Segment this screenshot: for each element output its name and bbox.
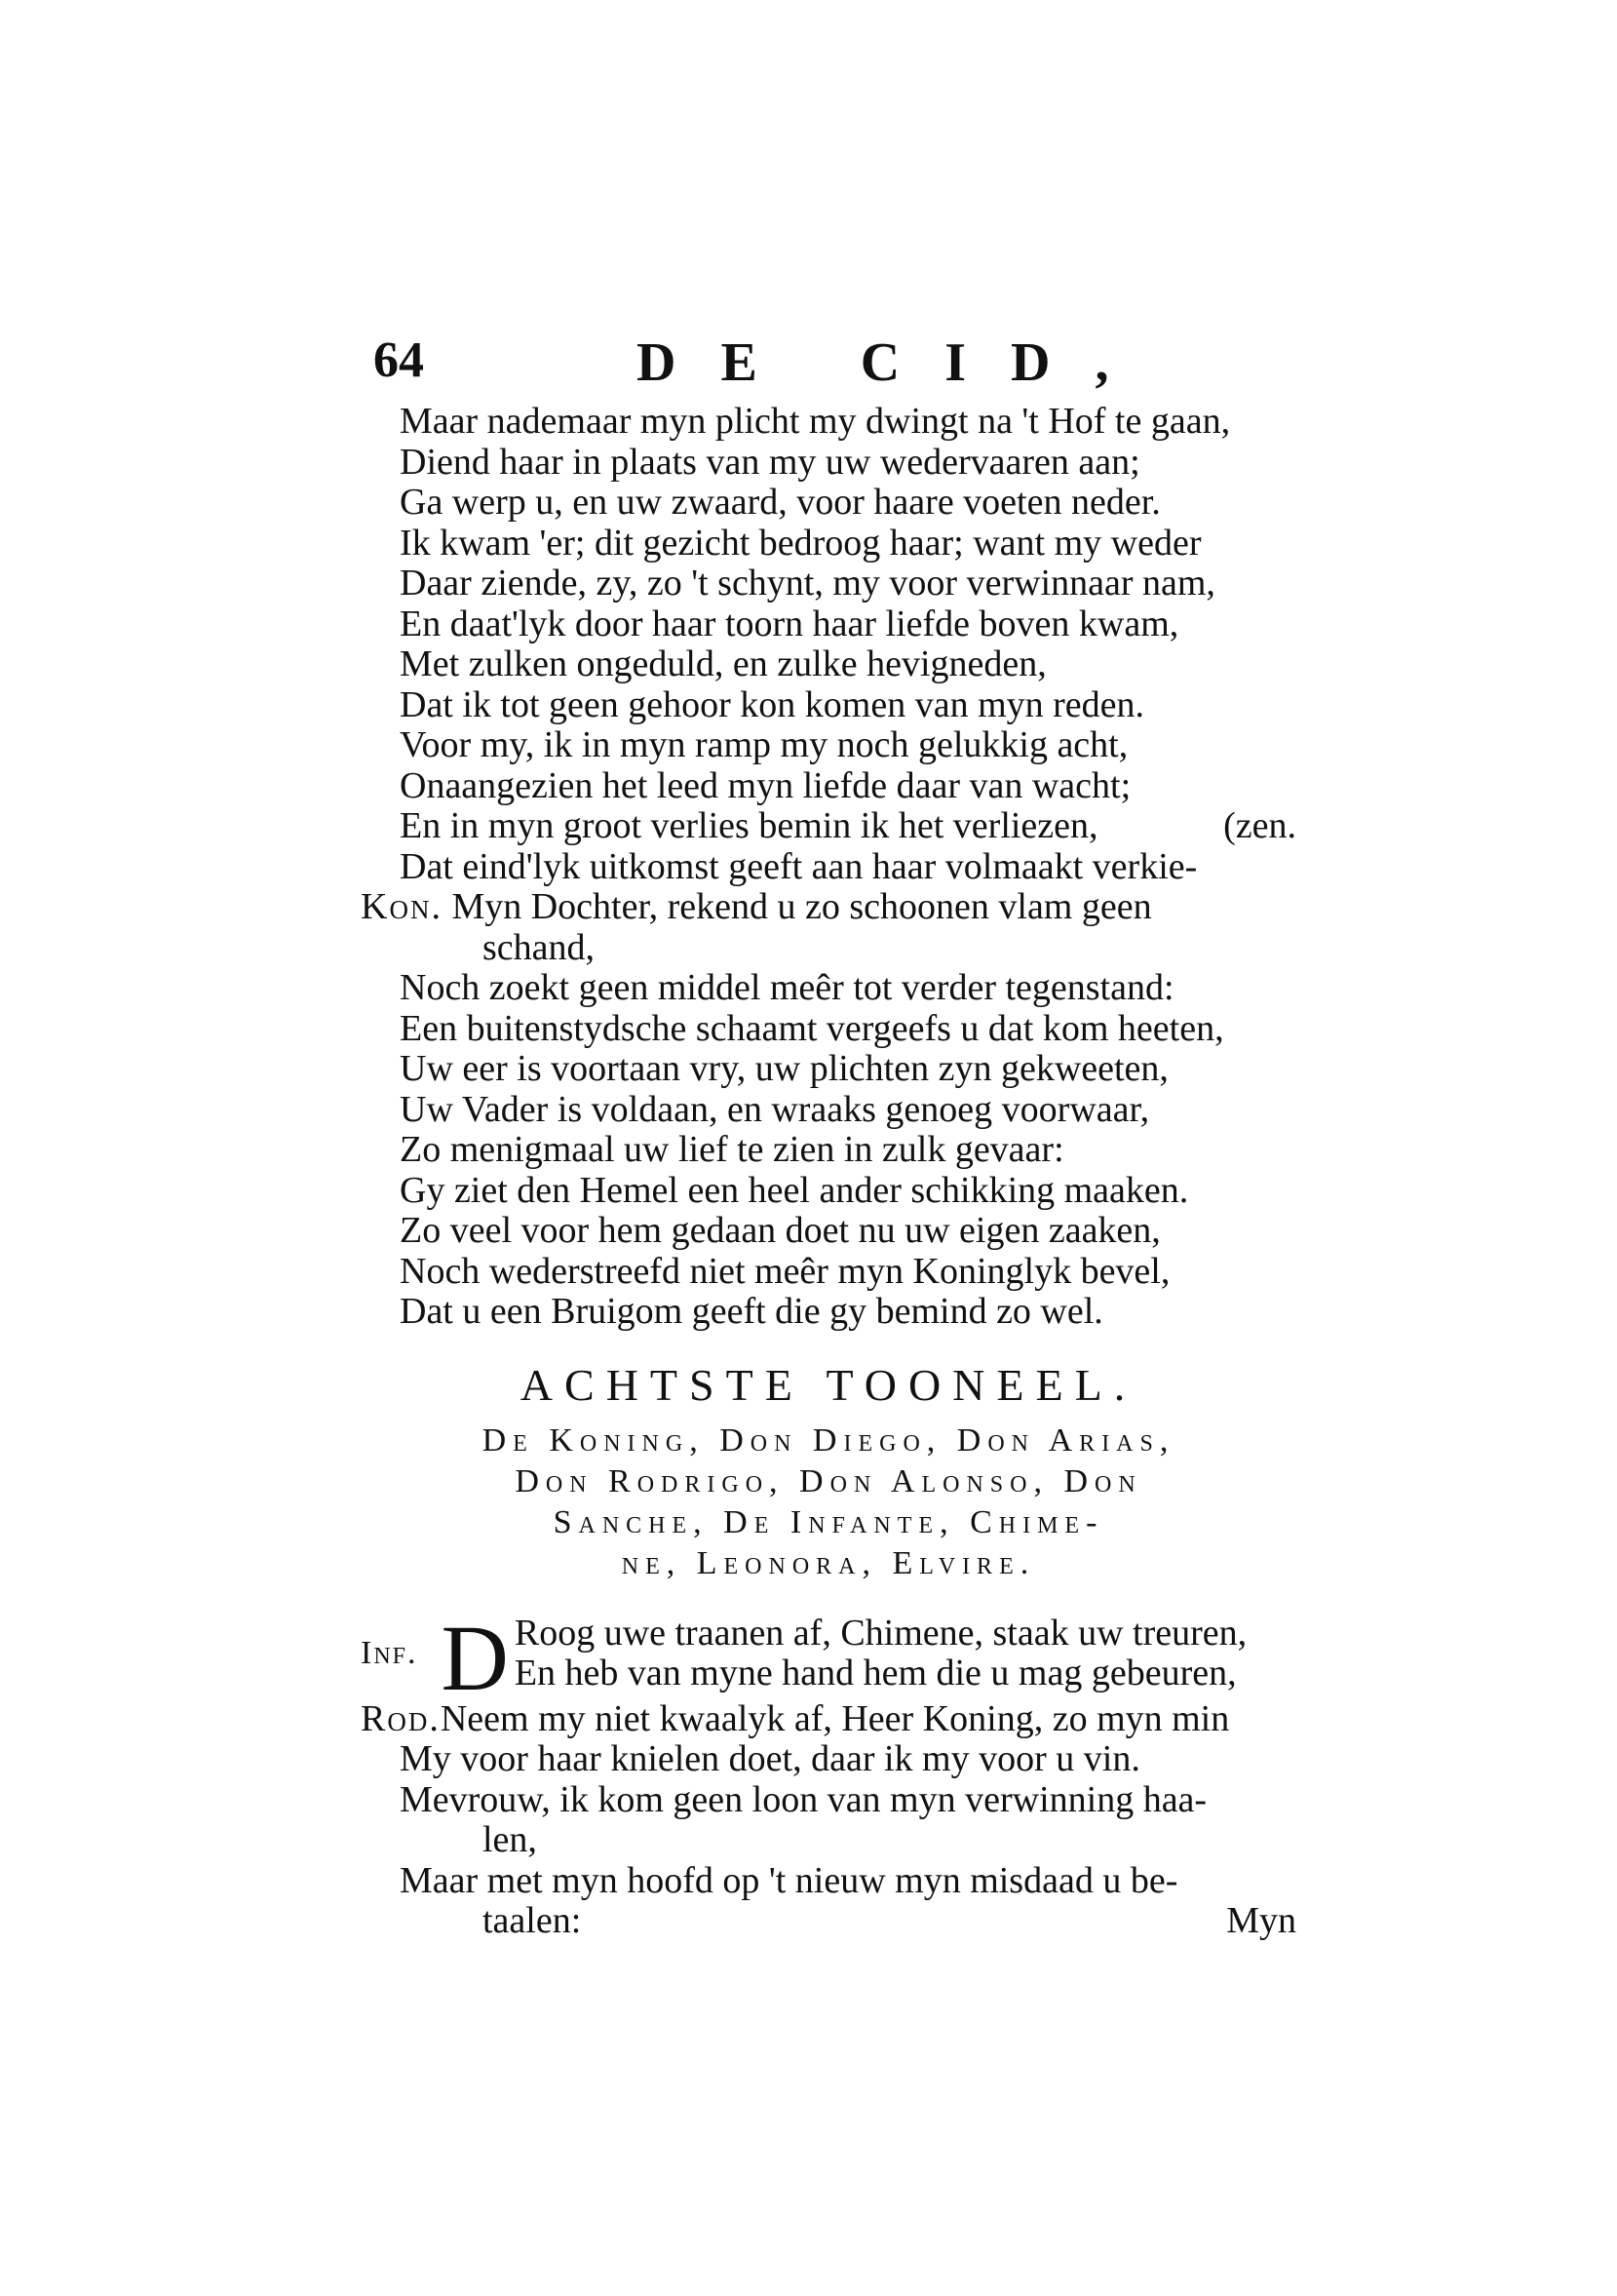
verse-line: Onaangezien het leed myn liefde daar van wacht; — [400, 764, 1132, 806]
verse-line: Voor my, ik in myn ramp my noch gelukkig acht, — [400, 724, 1129, 765]
verse-line: Uw eer is voortaan vry, uw plichten zyn gekweeten, — [400, 1048, 1169, 1089]
verse-line: Dat ik tot geen gehoor kon komen van myn reden. — [400, 683, 1145, 725]
verse-continuation: schand, — [482, 926, 596, 968]
verse-line: Zo veel voor hem gedaan doet nu uw eigen zaaken, — [400, 1210, 1161, 1251]
verse-text: Neem my niet kwaalyk af, Heer Koning, zo myn min — [440, 1697, 1230, 1739]
verse-line: Noch zoekt geen middel meêr tot verder tegenstand: — [400, 967, 1174, 1008]
verse-line: Mevrouw, ik kom geen loon van myn verwinning haa- — [400, 1778, 1208, 1820]
cast-line: Sanche, De Infante, Chime- — [553, 1503, 1104, 1540]
verse-line: Daar ziende, zy, zo 't schynt, my voor verwinnaar nam, — [400, 563, 1215, 603]
speaker-label: Kon. — [361, 886, 443, 927]
verse-line: Dat u een Bruigom geeft die gy bemind zo wel. — [400, 1291, 1103, 1332]
speech-opening — [361, 1605, 1296, 1710]
scene-heading: ACHTSTE TOONEEL. — [520, 1359, 1137, 1410]
verse-line: Zo menigmaal uw lief te zien in zulk gevaar: — [400, 1129, 1064, 1170]
cast-line: De Koning, Don Diego, Don Arias, — [481, 1421, 1175, 1459]
speech-first-line — [361, 1699, 1296, 1740]
page-header — [373, 331, 1309, 400]
running-title: DE CID, — [636, 332, 1154, 393]
verse-line: En daat'lyk door haar toorn haar liefde boven kwam, — [400, 603, 1179, 644]
verse-text: En in myn groot verlies bemin ik het verliezen, — [400, 805, 1098, 846]
verse-line: Met zulken ongeduld, en zulke hevigneden, — [400, 643, 1047, 684]
verse-line: Maar met myn hoofd op 't nieuw myn misdaad u be- — [400, 1859, 1178, 1901]
verse-line: Diend haar in plaats van my uw wedervaaren aan; — [400, 441, 1140, 483]
speaker-label: Rod. — [361, 1697, 441, 1739]
verse-line: En heb van myne hand hem die u mag gebeuren, — [514, 1653, 1237, 1693]
speaker-label: Inf. — [361, 1634, 418, 1671]
speech-first-line — [361, 887, 1296, 928]
speech-lines — [515, 1614, 1247, 1694]
page-number: 64 — [373, 332, 424, 388]
verse-line: Noch wederstreefd niet meêr myn Koninglyk bevel, — [400, 1250, 1171, 1292]
verse-line: Uw Vader is voldaan, en wraaks genoeg voorwaar, — [400, 1088, 1150, 1130]
verse-line: My voor haar knielen doet, daar ik my voor u vin. — [400, 1738, 1140, 1779]
infante-speech — [361, 1605, 1296, 1710]
catchword: Myn — [1226, 1900, 1296, 1941]
text-block — [361, 402, 1296, 1942]
cast-list — [361, 1420, 1296, 1584]
verse-line — [361, 806, 1296, 847]
verse-continuation: len, — [482, 1819, 537, 1860]
verse-text: Myn Dochter, rekend u zo schoonen vlam geen — [451, 886, 1152, 927]
drop-cap: D — [441, 1605, 509, 1710]
verse-line: Een buitenstydsche schaamt vergeefs u dat kom heeten, — [400, 1007, 1224, 1049]
turnover: (zen. — [1223, 805, 1296, 846]
verse-line: Ik kwam 'er; dit gezicht bedroog haar; want my weder — [400, 522, 1202, 564]
verse-line: Roog uwe traanen af, Chimene, staak uw treuren, — [514, 1612, 1248, 1654]
verse-line: Dat eind'lyk uitkomst geeft aan haar volmaakt verkie- — [400, 845, 1198, 887]
verse-text: taalen: — [482, 1900, 582, 1941]
verse-line: Ga werp u, en uw zwaard, voor haare voeten neder. — [400, 482, 1161, 523]
verse-continuation — [361, 1901, 1296, 1942]
cast-line: ne, Leonora, Elvire. — [621, 1544, 1036, 1581]
verse-line: Maar nademaar myn plicht my dwingt na 't Hof te gaan, — [400, 401, 1231, 442]
verse-line: Gy ziet den Hemel een heel ander schikking maaken. — [400, 1169, 1189, 1211]
cast-line: Don Rodrigo, Don Alonso, Don — [515, 1462, 1142, 1499]
